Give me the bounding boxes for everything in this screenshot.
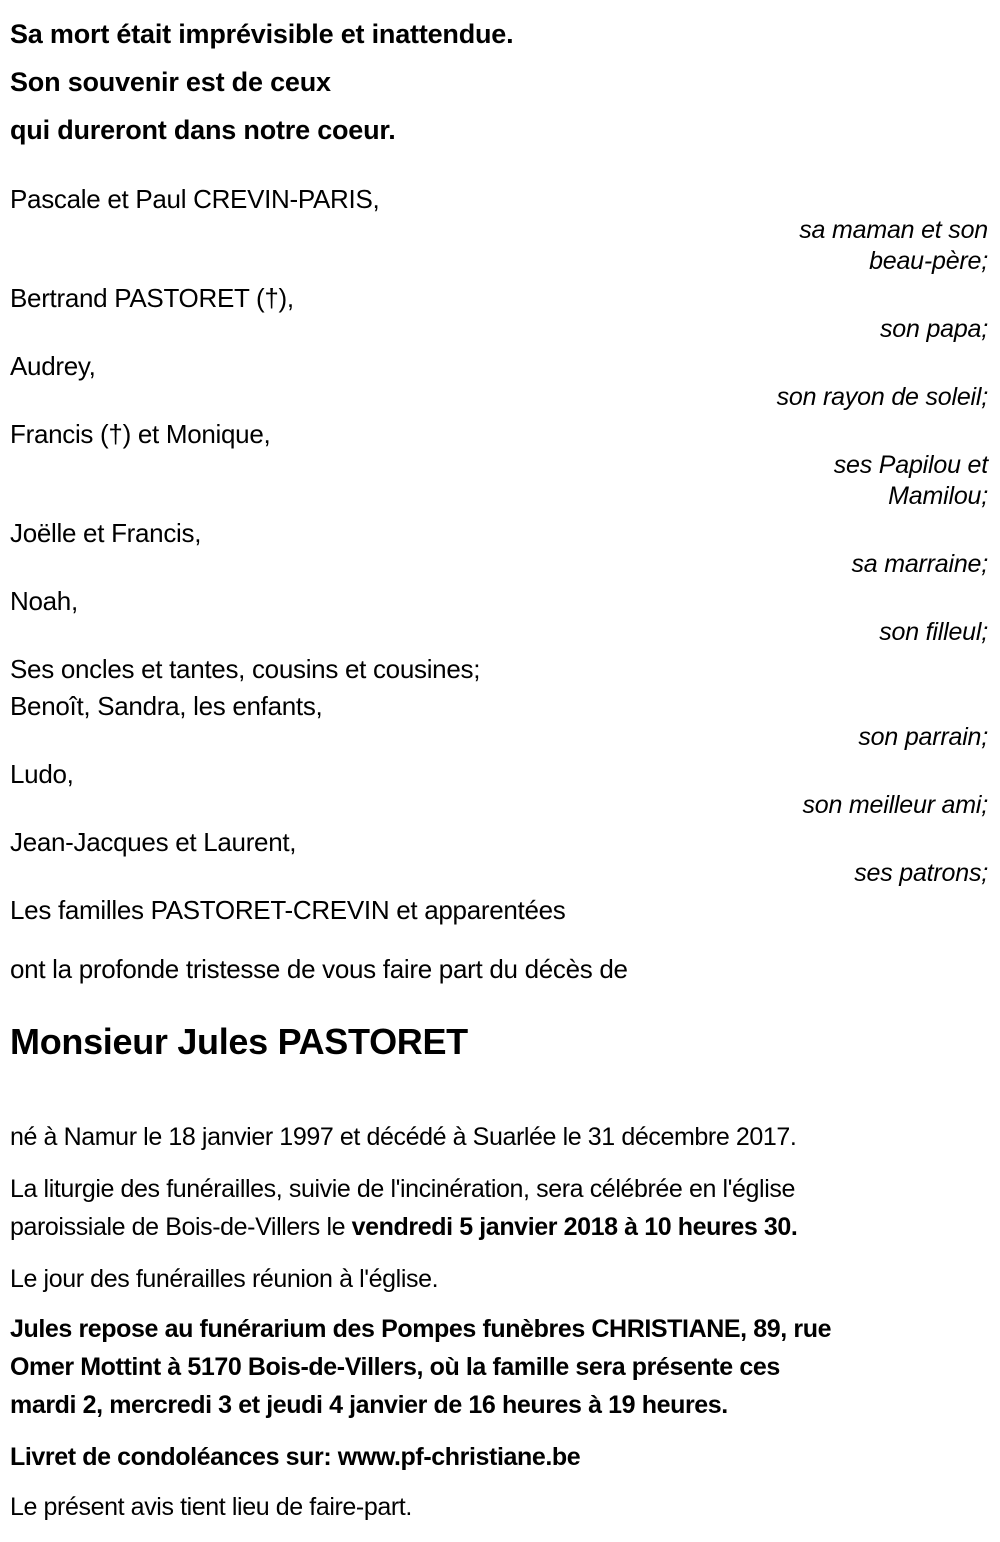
mourner-relation: son rayon de soleil; <box>776 383 988 411</box>
opening-verse-line: qui dureront dans notre coeur. <box>10 115 396 145</box>
reunion-paragraph <box>10 1260 988 1298</box>
opening-verse <box>10 10 988 154</box>
repose-line-1: Jules repose au funérarium des Pompes funèbres CHRISTIANE, 89, rue <box>10 1315 832 1343</box>
mourner-name: Benoît, Sandra, les enfants, <box>10 691 323 721</box>
reunion-line: Le jour des funérailles réunion à l'église. <box>10 1265 439 1293</box>
mourner-relation: ses patrons; <box>854 859 988 887</box>
mourner-entry <box>10 586 988 648</box>
repose-line-3: mardi 2, mercredi 3 et jeudi 4 janvier de 16 heures à 19 heures. <box>10 1391 728 1419</box>
liturgy-line-1: La liturgie des funérailles, suivie de l'incinération, sera célébrée en l'église <box>10 1175 795 1203</box>
mourner-entry <box>10 283 988 345</box>
mourner-entry <box>10 654 988 685</box>
mourners-list <box>10 184 988 926</box>
mourner-name: Les familles PASTORET-CREVIN et apparentées <box>10 895 566 925</box>
mourner-relation: Mamilou; <box>888 482 988 510</box>
condolences-label: Livret de condoléances sur: <box>10 1443 338 1471</box>
mourner-entry <box>10 419 988 512</box>
mourner-entry <box>10 184 988 277</box>
mourner-relation: son filleul; <box>879 618 988 646</box>
liturgy-line-2 <box>10 1208 988 1246</box>
mourner-entry <box>10 895 988 926</box>
mourner-relation: son parrain; <box>858 723 988 751</box>
liturgy-line-2-regular: paroissiale de Bois-de-Villers le <box>10 1213 352 1241</box>
mourner-name: Pascale et Paul CREVIN-PARIS, <box>10 184 380 214</box>
mourner-relation: beau-père; <box>869 247 988 275</box>
condolences-line <box>10 1438 988 1476</box>
mourner-name: Audrey, <box>10 351 96 381</box>
opening-verse-line: Sa mort était imprévisible et inattendue. <box>10 19 514 49</box>
mourner-name: Joëlle et Francis, <box>10 518 202 548</box>
repose-line-2: Omer Mottint à 5170 Bois-de-Villers, où la famille sera présente ces <box>10 1353 780 1381</box>
mourner-entry <box>10 691 988 753</box>
funeral-details <box>10 1118 988 1526</box>
condolences-url[interactable]: www.pf-christiane.be <box>337 1443 581 1471</box>
notice-line: Le présent avis tient lieu de faire-part. <box>10 1493 412 1521</box>
mourner-entry <box>10 351 988 413</box>
mourner-relation: ses Papilou et <box>833 451 988 479</box>
mourner-relation: son papa; <box>879 315 988 343</box>
announcement-sentence: ont la profonde tristesse de vous faire part du décès de <box>10 954 628 984</box>
liturgy-paragraph <box>10 1170 988 1246</box>
mourner-entry <box>10 827 988 889</box>
deceased-name-title: Monsieur Jules PASTORET <box>10 1021 468 1062</box>
condolences-paragraph <box>10 1438 988 1476</box>
mourner-relation: sa maman et son <box>799 216 988 244</box>
mourner-name: Francis (†) et Monique, <box>10 419 271 449</box>
birth-death-line: né à Namur le 18 janvier 1997 et décédé à Suarlée le 31 décembre 2017. <box>10 1123 797 1151</box>
birth-death-paragraph <box>10 1118 988 1156</box>
notice-paragraph <box>10 1488 988 1526</box>
mourner-name: Bertrand PASTORET (†), <box>10 283 294 313</box>
mourner-relation: son meilleur ami; <box>802 791 988 819</box>
mourner-name: Ludo, <box>10 759 74 789</box>
opening-verse-line: Son souvenir est de ceux <box>10 67 331 97</box>
mourner-name: Noah, <box>10 586 78 616</box>
mourner-entry <box>10 759 988 821</box>
mourner-relation: sa marraine; <box>851 550 988 578</box>
mourner-name: Jean-Jacques et Laurent, <box>10 827 297 857</box>
mourner-entry <box>10 518 988 580</box>
repose-paragraph <box>10 1310 988 1424</box>
liturgy-line-2-bold: vendredi 5 janvier 2018 à 10 heures 30. <box>351 1213 798 1241</box>
mourner-name: Ses oncles et tantes, cousins et cousines; <box>10 654 481 684</box>
